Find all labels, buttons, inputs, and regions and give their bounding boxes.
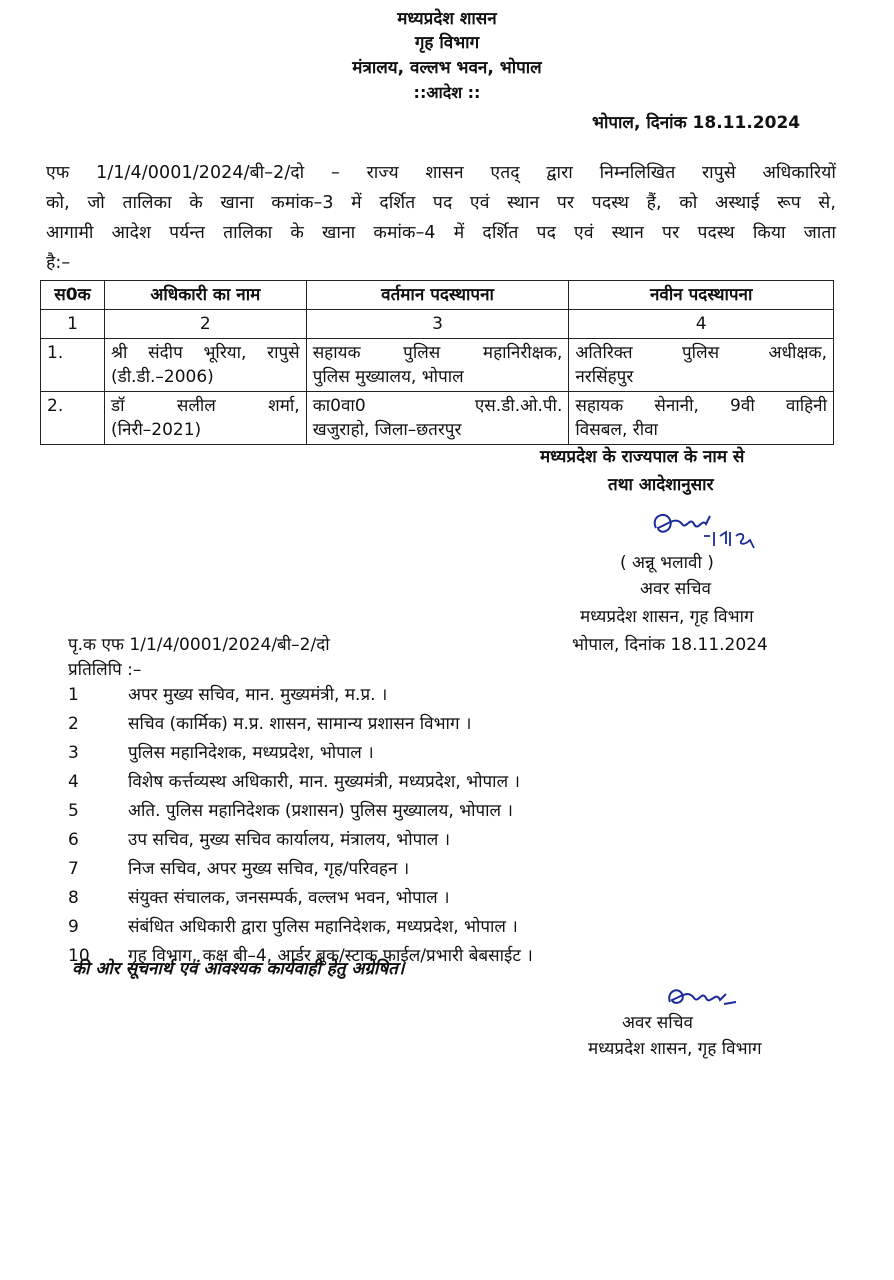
list-item-text: उप सचिव, मुख्य सचिव कार्यालय, मंत्रालय, भोपाल । (128, 830, 451, 850)
table-row (41, 392, 834, 445)
list-item-number: 3 (68, 743, 79, 763)
signatory-department: मध्यप्रदेश शासन, गृह विभाग (580, 607, 754, 627)
list-item-text: गृह विभाग, कक्ष बी–4, आर्डर बुक/स्टाक फाईल/प्रभारी बेबसाईट । (128, 946, 533, 966)
order-paragraph (46, 158, 836, 278)
table-column-number-row (41, 310, 834, 339)
list-item (68, 798, 513, 821)
list-item-number: 5 (68, 801, 79, 821)
list-item-number: 10 (68, 946, 90, 966)
column-number: 1 (41, 310, 105, 339)
row-new-posting (569, 339, 834, 392)
header-serial: स0क (41, 281, 105, 310)
governor-order-line: तथा आदेशानुसार (608, 475, 714, 495)
cell-line: सहायक सेनानी, 9वी वाहिनी (575, 396, 827, 416)
cell-line: (निरी–2021) (110, 420, 202, 440)
header-current-posting: वर्तमान पदस्थापना (306, 281, 569, 310)
governor-order-line: मध्यप्रदेश के राज्यपाल के नाम से (540, 447, 745, 467)
list-item-number: 4 (68, 772, 79, 792)
cell-line: सहायक पुलिस महानिरीक्षक, (312, 343, 563, 363)
cell-line: पुलिस मुख्यालय, भोपाल (312, 367, 464, 387)
list-item-number: 2 (68, 714, 79, 734)
signatory-designation: अवर सचिव (622, 1013, 693, 1033)
header-new-posting: नवीन पदस्थापना (569, 281, 834, 310)
list-item-text: संबंधित अधिकारी द्वारा पुलिस महानिदेशक, मध्यप्रदेश, भोपाल । (128, 917, 518, 937)
row-serial: 1. (41, 339, 105, 392)
list-item-text: विशेष कर्त्तव्यस्थ अधिकारी, मान. मुख्यमंत्री, मध्यप्रदेश, भोपाल । (128, 772, 520, 792)
signature-scribble (648, 506, 760, 554)
row-new-posting (569, 392, 834, 445)
row-current-posting (306, 392, 569, 445)
list-item (68, 769, 520, 792)
order-date: भोपाल, दिनांक 18.11.2024 (592, 113, 801, 133)
copy-heading: प्रतिलिपि :– (68, 660, 142, 680)
cell-line: अतिरिक्त पुलिस अधीक्षक, (575, 343, 827, 363)
order-line: है:– (46, 253, 71, 273)
list-item-text: सचिव (कार्मिक) म.प्र. शासन, सामान्य प्रशासन विभाग । (128, 714, 472, 734)
column-number: 4 (569, 310, 834, 339)
signatory-name: ( अन्नू भलावी ) (620, 553, 714, 573)
cell-line: श्री संदीप भूरिया, रापुसे (110, 343, 300, 363)
list-item-text: अपर मुख्य सचिव, मान. मुख्यमंत्री, म.प्र. । (128, 685, 388, 705)
order-line: आगामी आदेश पर्यन्त तालिका के खाना कमांक–4 में दर्शित पद एवं स्थान पर पदस्थ किया जाता (46, 223, 836, 243)
order-line: को, जो तालिका के खाना कमांक–3 में दर्शित पद एवं स्थान पर पदस्थ हैं, को अस्थाई रूप से, (46, 193, 836, 213)
table-header-row (41, 281, 834, 310)
list-item-text: अति. पुलिस महानिदेशक (प्रशासन) पुलिस मुख्यालय, भोपाल । (128, 801, 513, 821)
signatory-designation: अवर सचिव (640, 579, 711, 599)
list-item-number: 7 (68, 859, 79, 879)
list-item (68, 740, 374, 763)
row-officer-name (104, 339, 306, 392)
list-item (68, 914, 518, 937)
header-department: गृह विभाग (414, 33, 480, 53)
row-current-posting (306, 339, 569, 392)
forward-note: की ओर सूचनार्थ एवं आवश्यक कार्यवाही हेतु अग्रेषित। (72, 959, 405, 979)
list-item-number: 9 (68, 917, 79, 937)
header-officer-name: अधिकारी का नाम (104, 281, 306, 310)
cell-line: (डी.डी.–2006) (110, 367, 214, 387)
list-item (68, 711, 471, 734)
list-item-text: पुलिस महानिदेशक, मध्यप्रदेश, भोपाल । (128, 743, 374, 763)
cell-line: खजुराहो, जिला–छतरपुर (312, 420, 462, 440)
column-number: 3 (306, 310, 569, 339)
cell-line: डॉ सलील शर्मा, (110, 396, 300, 416)
cell-line: का0वा0 एस.डी.ओ.पी. (312, 396, 563, 416)
list-item (68, 885, 450, 908)
list-item-number: 6 (68, 830, 79, 850)
header-address: मंत्रालय, वल्लभ भवन, भोपाल (352, 58, 542, 78)
signature-scribble (664, 980, 744, 1014)
list-item-text: निज सचिव, अपर मुख्य सचिव, गृह/परिवहन । (128, 859, 410, 879)
signatory-department: मध्यप्रदेश शासन, गृह विभाग (588, 1039, 762, 1059)
column-number: 2 (104, 310, 306, 339)
list-item-number: 1 (68, 685, 79, 705)
endorsement-date: भोपाल, दिनांक 18.11.2024 (572, 635, 768, 655)
table-row (41, 339, 834, 392)
list-item-text: संयुक्त संचालक, जनसम्पर्क, वल्लभ भवन, भोपाल । (128, 888, 450, 908)
row-officer-name (104, 392, 306, 445)
endorsement-ref: पृ.क एफ 1/1/4/0001/2024/बी–2/दो (68, 635, 330, 655)
row-serial: 2. (41, 392, 105, 445)
posting-table (40, 280, 834, 445)
header-government: मध्यप्रदेश शासन (397, 9, 497, 29)
cell-line: विसबल, रीवा (575, 420, 658, 440)
list-item (68, 856, 409, 879)
list-item (68, 682, 387, 705)
list-item (68, 827, 450, 850)
header-order-title: ::आदेश :: (413, 83, 481, 102)
cell-line: नरसिंहपुर (575, 367, 634, 387)
order-line: एफ 1/1/4/0001/2024/बी–2/दो – राज्य शासन एतद् द्वारा निम्नलिखित रापुसे अधिकारियों (46, 163, 836, 183)
list-item-number: 8 (68, 888, 79, 908)
